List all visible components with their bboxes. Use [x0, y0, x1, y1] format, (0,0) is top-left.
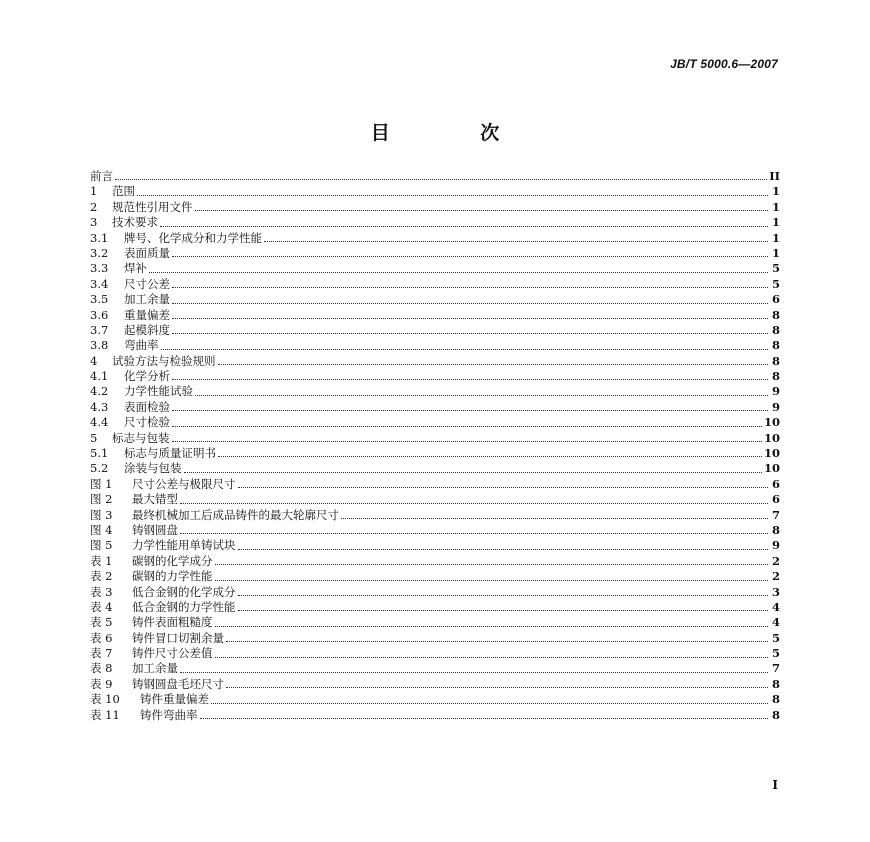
- dot-leader: [211, 703, 768, 704]
- toc-entry-number: 5.2: [90, 461, 109, 476]
- toc-entry-number: 3.7: [90, 322, 109, 337]
- toc-entry-number: 4.1: [90, 369, 109, 384]
- dot-leader: [226, 641, 768, 642]
- toc-entry-page: 5: [771, 276, 780, 291]
- toc-entry[interactable]: [90, 292, 780, 307]
- toc-entry[interactable]: [90, 431, 780, 446]
- toc-entry[interactable]: [90, 415, 780, 430]
- toc-entry-number: 图 1: [90, 476, 113, 491]
- toc-entry-number: 3.2: [90, 245, 109, 260]
- toc-entry-number: 表 7: [90, 646, 113, 661]
- dot-leader: [180, 533, 768, 534]
- page-title: 目 次: [370, 122, 542, 144]
- toc-entry-number: 5.1: [90, 446, 109, 461]
- toc-entry[interactable]: [90, 277, 780, 292]
- toc-entry-page: 9: [771, 399, 780, 414]
- page-number: I: [772, 778, 778, 792]
- toc-entry-number: 3.5: [90, 292, 109, 307]
- dot-leader: [195, 210, 769, 211]
- toc-entry[interactable]: [90, 200, 780, 215]
- table-of-contents: [90, 169, 780, 723]
- toc-entry[interactable]: [90, 692, 780, 707]
- dot-leader: [180, 672, 768, 673]
- toc-entry-label: 碳钢的化学成分: [132, 553, 213, 568]
- toc-entry-label: 表面检验: [124, 399, 170, 414]
- toc-entry-page: 7: [771, 661, 780, 676]
- dot-leader: [218, 456, 762, 457]
- toc-entry-number: 3.6: [90, 307, 109, 322]
- toc-entry-page: 8: [771, 522, 780, 537]
- dot-leader: [172, 256, 768, 257]
- toc-entry-number: 表 6: [90, 630, 113, 645]
- dot-leader: [172, 426, 762, 427]
- toc-entry-label: 铸件重量偏差: [140, 692, 209, 707]
- toc-entry[interactable]: [90, 246, 780, 261]
- toc-entry-page: 5: [771, 630, 780, 645]
- toc-entry-label: 规范性引用文件: [112, 199, 193, 214]
- toc-entry[interactable]: [90, 662, 780, 677]
- dot-leader: [137, 195, 768, 196]
- toc-entry[interactable]: [90, 585, 780, 600]
- toc-entry-page: 8: [771, 322, 780, 337]
- toc-entry-label: 试验方法与检验规则: [112, 353, 216, 368]
- toc-entry[interactable]: [90, 538, 780, 553]
- toc-entry-label: 最大错型: [132, 492, 178, 507]
- toc-entry[interactable]: [90, 477, 780, 492]
- toc-entry-number: 表 10: [90, 692, 120, 707]
- dot-leader: [200, 718, 769, 719]
- toc-entry-page: 5: [771, 261, 780, 276]
- dot-leader: [172, 303, 768, 304]
- toc-entry[interactable]: [90, 369, 780, 384]
- dot-leader: [172, 441, 762, 442]
- toc-entry[interactable]: [90, 446, 780, 461]
- toc-entry-number: 3.3: [90, 261, 109, 276]
- toc-entry-label: 低合金钢的力学性能: [132, 599, 236, 614]
- toc-entry[interactable]: [90, 646, 780, 661]
- toc-entry[interactable]: [90, 215, 780, 230]
- toc-entry-number: 4.4: [90, 415, 109, 430]
- toc-entry-label: 尺寸公差: [124, 276, 170, 291]
- toc-entry-page: 10: [763, 446, 780, 461]
- toc-entry-page: 1: [771, 230, 780, 245]
- toc-entry-label: 表面质量: [124, 245, 170, 260]
- toc-entry-number: 4.3: [90, 399, 109, 414]
- toc-entry-page: 8: [771, 338, 780, 353]
- toc-entry-number: 图 4: [90, 522, 113, 537]
- dot-leader: [172, 379, 768, 380]
- toc-entry-label: 技术要求: [112, 215, 158, 230]
- toc-entry-label: 尺寸检验: [124, 415, 170, 430]
- toc-entry-label: 弯曲率: [124, 338, 159, 353]
- toc-entry-page: 7: [771, 507, 780, 522]
- toc-entry-page: 6: [771, 492, 780, 507]
- toc-entry-label: 铸件冒口切割余量: [132, 630, 224, 645]
- toc-entry[interactable]: [90, 569, 780, 584]
- toc-entry[interactable]: [90, 354, 780, 369]
- dot-leader: [180, 503, 768, 504]
- toc-entry-page: 1: [771, 199, 780, 214]
- toc-entry-label: 前言: [90, 168, 113, 183]
- toc-entry[interactable]: [90, 508, 780, 523]
- toc-entry-page: 4: [771, 615, 780, 630]
- toc-entry-label: 范围: [112, 184, 135, 199]
- toc-entry-label: 尺寸公差与极限尺寸: [132, 476, 236, 491]
- dot-leader: [341, 518, 768, 519]
- toc-entry-number: 表 1: [90, 553, 113, 568]
- toc-entry-number: 表 5: [90, 615, 113, 630]
- toc-entry-page: 1: [771, 184, 780, 199]
- toc-entry[interactable]: [90, 615, 780, 630]
- dot-leader: [264, 241, 768, 242]
- toc-entry-label: 低合金钢的化学成分: [132, 584, 236, 599]
- toc-entry-number: 3: [90, 215, 98, 230]
- toc-entry-page: 8: [771, 707, 780, 722]
- dot-leader: [238, 595, 769, 596]
- toc-entry[interactable]: [90, 169, 780, 184]
- dot-leader: [215, 564, 769, 565]
- toc-entry-page: 8: [771, 369, 780, 384]
- toc-entry-page: 6: [771, 292, 780, 307]
- toc-entry-page: 1: [771, 215, 780, 230]
- toc-entry-label: 化学分析: [124, 369, 170, 384]
- toc-entry-number: 3.1: [90, 230, 109, 245]
- toc-entry-label: 力学性能试验: [124, 384, 193, 399]
- toc-entry-page: 1: [771, 245, 780, 260]
- toc-entry-number: 4.2: [90, 384, 109, 399]
- toc-entry-page: 9: [771, 538, 780, 553]
- dot-leader: [238, 610, 769, 611]
- toc-entry-number: 表 8: [90, 661, 113, 676]
- toc-entry-label: 铸件尺寸公差值: [132, 646, 213, 661]
- toc-entry[interactable]: [90, 492, 780, 507]
- toc-entry-label: 最终机械加工后成品铸件的最大轮廓尺寸: [132, 507, 339, 522]
- toc-entry[interactable]: [90, 231, 780, 246]
- dot-leader: [172, 333, 768, 334]
- dot-leader: [215, 657, 769, 658]
- toc-entry-label: 标志与质量证明书: [124, 446, 216, 461]
- toc-entry[interactable]: [90, 323, 780, 338]
- toc-entry[interactable]: [90, 184, 780, 199]
- toc-entry-page: 6: [771, 476, 780, 491]
- toc-entry-label: 加工余量: [124, 292, 170, 307]
- toc-entry-number: 2: [90, 199, 98, 214]
- standard-code: JB/T 5000.6—2007: [670, 57, 778, 71]
- dot-leader: [115, 179, 767, 180]
- toc-entry-label: 涂装与包装: [124, 461, 182, 476]
- toc-entry-page: 5: [771, 646, 780, 661]
- toc-entry[interactable]: [90, 708, 780, 723]
- dot-leader: [238, 487, 769, 488]
- dot-leader: [215, 626, 769, 627]
- toc-entry[interactable]: [90, 554, 780, 569]
- toc-entry-page: 10: [763, 461, 780, 476]
- dot-leader: [172, 318, 768, 319]
- dot-leader: [226, 687, 768, 688]
- toc-entry[interactable]: [90, 631, 780, 646]
- toc-entry[interactable]: [90, 677, 780, 692]
- toc-entry-number: 3.4: [90, 276, 109, 291]
- toc-entry-number: 4: [90, 353, 98, 368]
- dot-leader: [161, 349, 769, 350]
- toc-entry-page: II: [769, 168, 780, 183]
- dot-leader: [238, 549, 769, 550]
- toc-entry-page: 2: [771, 569, 780, 584]
- toc-entry-label: 碳钢的力学性能: [132, 569, 213, 584]
- dot-leader: [149, 272, 768, 273]
- toc-entry[interactable]: [90, 261, 780, 276]
- dot-leader: [195, 395, 768, 396]
- toc-entry[interactable]: [90, 400, 780, 415]
- toc-entry[interactable]: [90, 523, 780, 538]
- toc-entry-label: 铸钢圆盘毛坯尺寸: [132, 676, 224, 691]
- toc-entry-page: 9: [771, 384, 780, 399]
- toc-entry-page: 8: [771, 307, 780, 322]
- toc-entry-number: 3.8: [90, 338, 109, 353]
- toc-entry-page: 8: [771, 676, 780, 691]
- toc-entry-label: 力学性能用单铸试块: [132, 538, 236, 553]
- toc-entry-number: 表 3: [90, 584, 113, 599]
- toc-entry-label: 加工余量: [132, 661, 178, 676]
- dot-leader: [215, 580, 769, 581]
- toc-entry-number: 图 2: [90, 492, 113, 507]
- toc-entry-number: 表 9: [90, 676, 113, 691]
- toc-entry-number: 图 3: [90, 507, 113, 522]
- toc-entry[interactable]: [90, 461, 780, 476]
- toc-entry-label: 焊补: [124, 261, 147, 276]
- toc-entry-label: 重量偏差: [124, 307, 170, 322]
- toc-entry-page: 4: [771, 599, 780, 614]
- toc-entry[interactable]: [90, 308, 780, 323]
- toc-entry[interactable]: [90, 384, 780, 399]
- dot-leader: [160, 226, 768, 227]
- toc-entry-page: 2: [771, 553, 780, 568]
- toc-entry-label: 铸件弯曲率: [140, 707, 198, 722]
- toc-entry-label: 铸件表面粗糙度: [132, 615, 213, 630]
- toc-entry-label: 牌号、化学成分和力学性能: [124, 230, 262, 245]
- toc-entry-label: 标志与包装: [112, 430, 170, 445]
- toc-entry-number: 5: [90, 430, 98, 445]
- toc-entry-number: 图 5: [90, 538, 113, 553]
- toc-entry-page: 8: [771, 692, 780, 707]
- dot-leader: [184, 472, 762, 473]
- toc-entry[interactable]: [90, 338, 780, 353]
- toc-entry-number: 表 2: [90, 569, 113, 584]
- toc-entry-number: 表 11: [90, 707, 120, 722]
- toc-entry-label: 起模斜度: [124, 322, 170, 337]
- toc-entry-number: 1: [90, 184, 98, 199]
- toc-entry-page: 10: [763, 415, 780, 430]
- toc-entry-label: 铸钢圆盘: [132, 522, 178, 537]
- toc-entry-page: 3: [771, 584, 780, 599]
- dot-leader: [218, 364, 769, 365]
- toc-entry-page: 8: [771, 353, 780, 368]
- dot-leader: [172, 287, 768, 288]
- toc-entry[interactable]: [90, 600, 780, 615]
- dot-leader: [172, 410, 768, 411]
- toc-entry-number: 表 4: [90, 599, 113, 614]
- toc-entry-page: 10: [763, 430, 780, 445]
